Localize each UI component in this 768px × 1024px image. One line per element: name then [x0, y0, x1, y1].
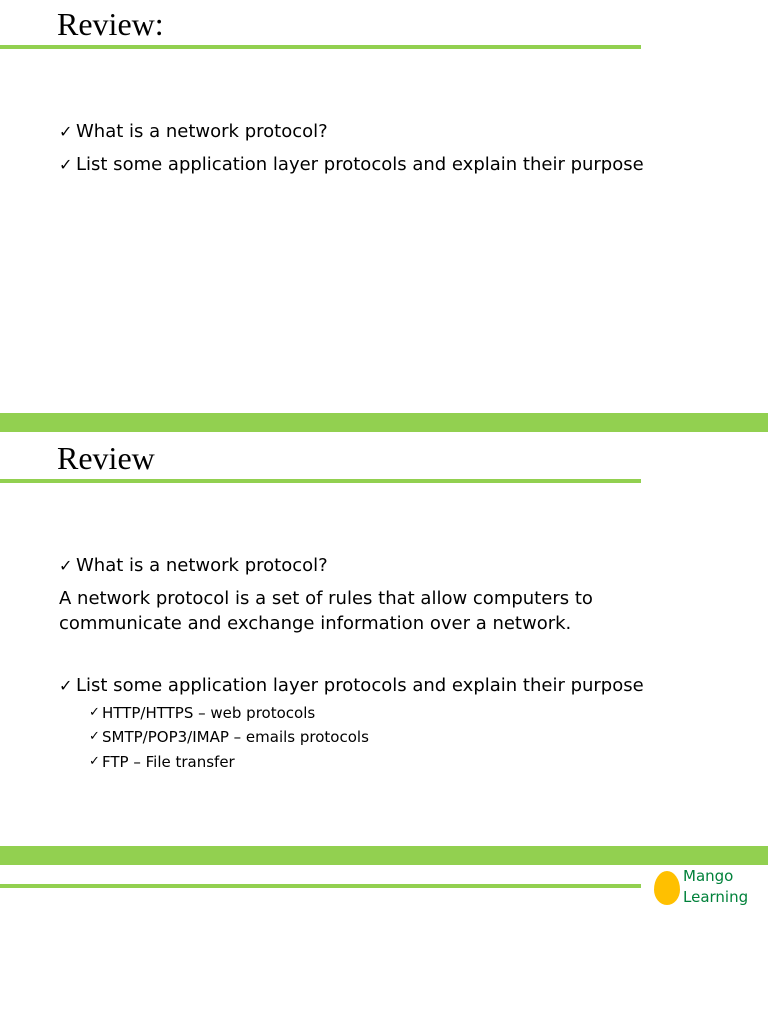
slide2-question-2: [59, 674, 644, 698]
slide-divider-band: [0, 413, 768, 432]
checkmark-icon: ✓: [89, 729, 100, 744]
slide3-title-rule: [0, 884, 641, 888]
slide1-bullet-1-text: What is a network protocol?: [76, 121, 328, 142]
slide2-subitem-2: [89, 725, 369, 749]
checkmark-icon: ✓: [89, 754, 100, 769]
slide2-question-2-text: List some application layer protocols and explain their purpose: [76, 675, 644, 696]
slide2-subitem-1-text: HTTP/HTTPS – web protocols: [102, 704, 316, 722]
logo-line-2: Learning: [683, 888, 749, 906]
slide1-bullet-1: [59, 120, 328, 144]
slide2-title-rule: [0, 479, 641, 483]
slide2-subitem-1: [89, 701, 315, 725]
checkmark-icon: ✓: [89, 705, 100, 720]
slide2-title: Review: [57, 440, 155, 476]
mango-logo-icon: [654, 871, 680, 905]
checkmark-icon: ✓: [59, 122, 73, 141]
slide-divider-band: [0, 846, 768, 865]
checkmark-icon: ✓: [59, 556, 73, 575]
logo-text: [683, 866, 748, 908]
slide2-question-1-text: What is a network protocol?: [76, 555, 328, 576]
slide1-bullet-2-text: List some application layer protocols and explain their purpose: [76, 154, 644, 175]
slide1-bullet-2: [59, 153, 644, 177]
slide2-subitem-3-text: FTP – File transfer: [102, 753, 235, 771]
checkmark-icon: ✓: [59, 676, 73, 695]
slide1-title: Review:: [57, 6, 164, 42]
slide2-answer-1: A network protocol is a set of rules that allow computers to communicate and exchange information over a network.: [59, 588, 593, 634]
slide2-subitem-2-text: SMTP/POP3/IMAP – emails protocols: [102, 728, 369, 746]
slide1-title-rule: [0, 45, 641, 49]
checkmark-icon: ✓: [59, 155, 73, 174]
slide2-question-1: [59, 554, 328, 578]
slide2-subitem-3: [89, 750, 235, 774]
logo-line-1: Mango: [683, 867, 734, 885]
